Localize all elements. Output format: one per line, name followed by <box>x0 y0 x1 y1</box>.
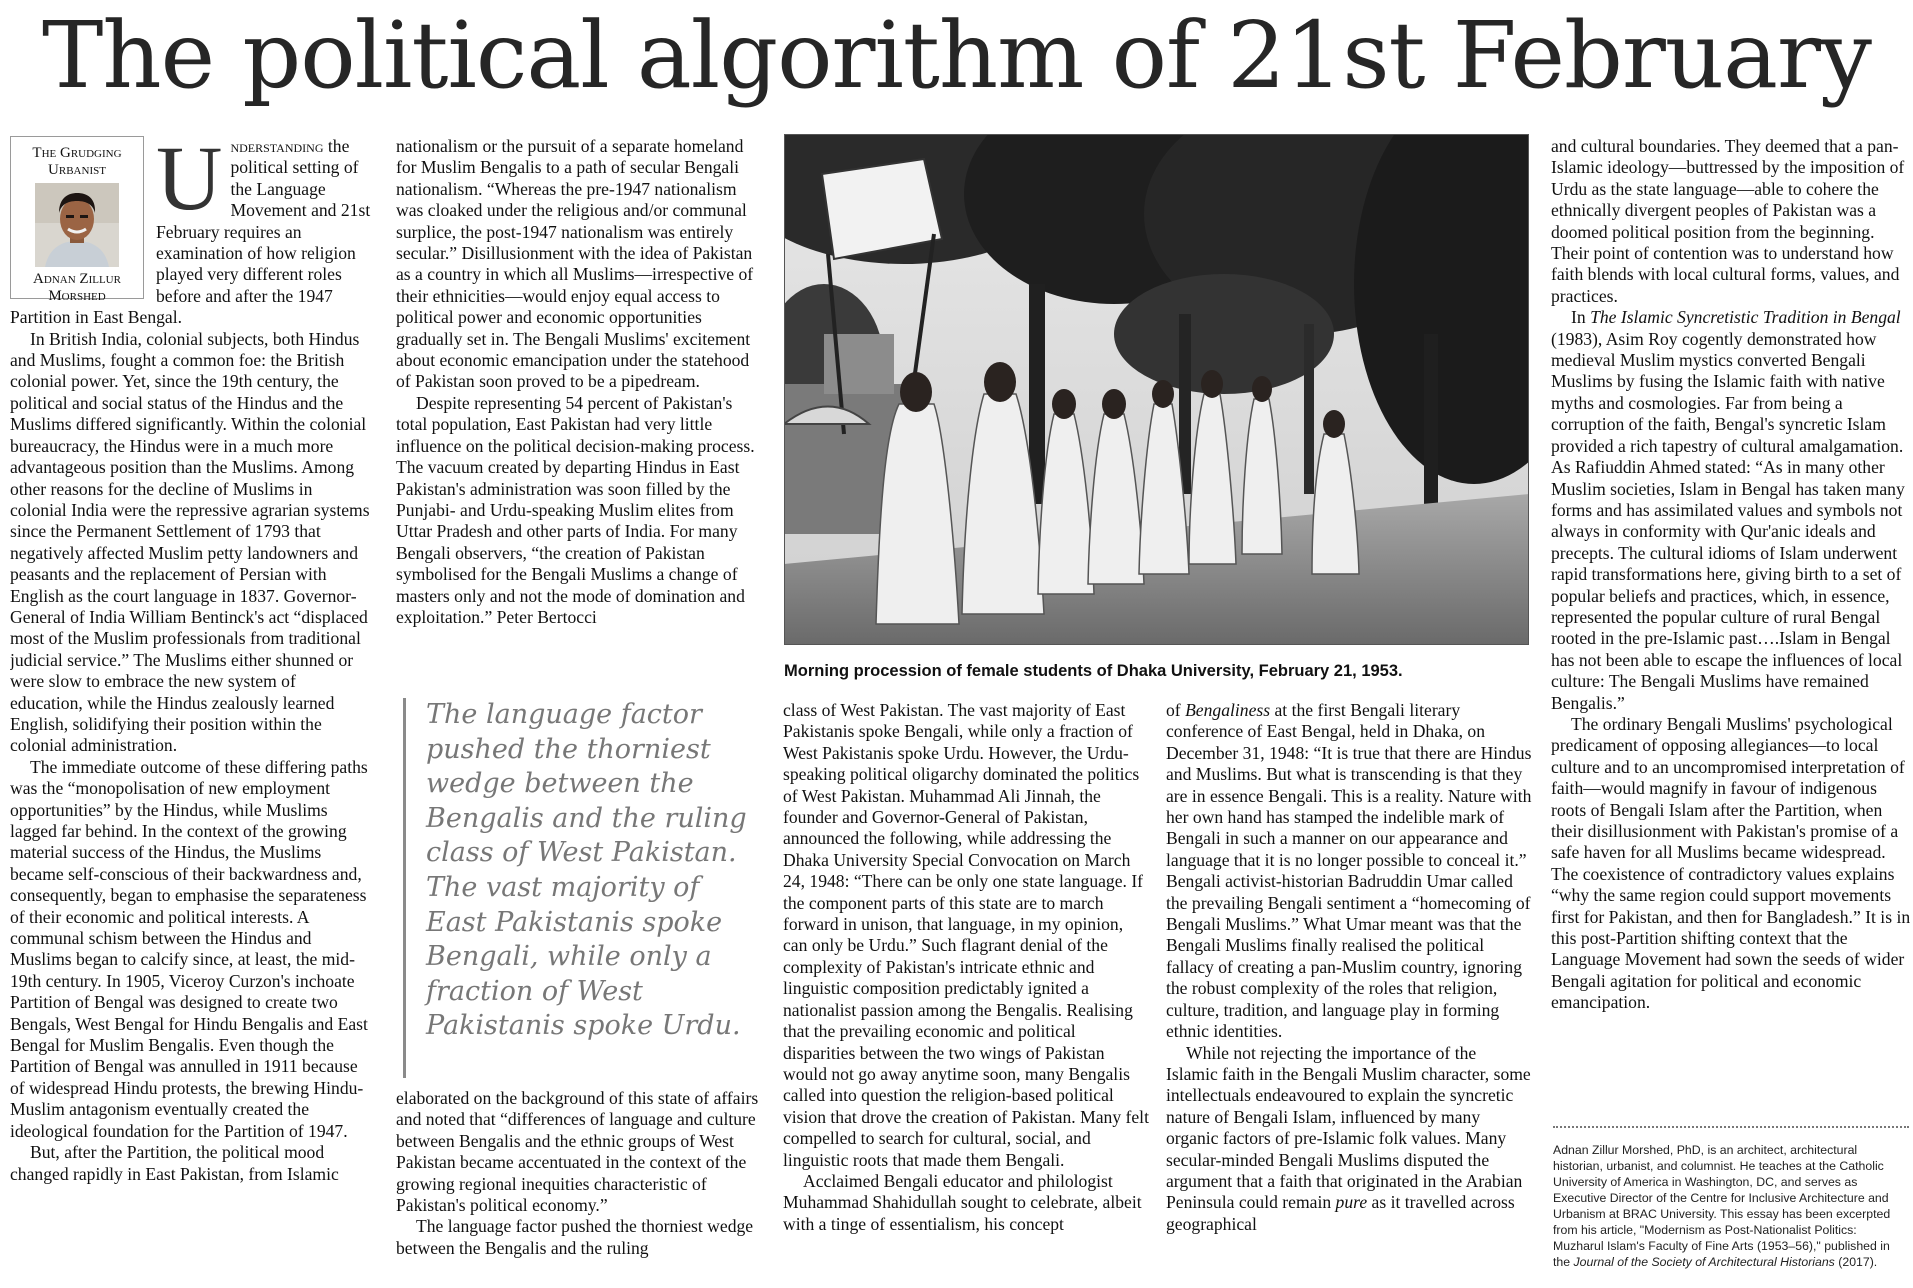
article-column-2 <box>396 136 760 681</box>
paragraph: elaborated on the background of this state of affairs and noted that “differences of language and culture between Bengalis and the ethnic groups of West Pakistan became accentuated in the context of the growing regional inequities characteristic of Pakistan's political economy.” <box>396 1088 759 1216</box>
pull-quote: The language factor pushed the thorniest wedge between the Bengalis and the ruling class of West Pakistan. The vast majority of East Pakistanis spoke Bengali, while only a fraction of West Pakistanis spoke Urdu. <box>403 698 753 1078</box>
paragraph: and cultural boundaries. They deemed that a pan-Islamic ideology—buttressed by the imposition of Urdu as the state language—able to cohere the ethnically divergent peoples of Pakistan was a doomed political position from the beginning. Their point of contention was to understand how faith blends with local cultural forms, values, and practices. <box>1551 136 1905 306</box>
article-column-5 <box>1551 136 1913 1116</box>
paragraph: The language factor pushed the thorniest wedge between the Bengalis and the ruling <box>396 1216 754 1258</box>
photo-illustration <box>784 134 1529 645</box>
drop-cap: U <box>156 136 223 229</box>
paragraph: In British India, colonial subjects, both Hindus and Muslims, fought a common foe: the British colonial power. Yet, since the 19th century, the political and social status of the Hindus and the Muslims differed significantly. Within the colonial bureaucracy, the Hindus were in a much more advantageous position than the Muslims. Among other reasons for the decline of Muslims in colonial India were the repressive agrarian systems since the Permanent Settlement of 1793 that negatively affected Muslim petty landowners and peasants and the replacement of Persian with English as the court language in 1837. Governor-General of India William Bentinck's act “displaced most of the Muslim professionals from traditional judicial service.” The Muslims either shunned or were slow to embrace the new system of education, while the Hindus zealously learned English, solidifying their position within the colonial administration. <box>10 328 370 756</box>
paragraph: While not rejecting the importance of the Islamic faith in the Bengali Muslim character, some intellectuals endeavoured to explain the syncretic nature of Bengali Islam, influenced by many organic factors of pre-Islamic folk values. Many secular-minded Bengali Muslims disputed the argument that a faith that originated in the Arabian Peninsula could remain pure as it travelled across geographical <box>1166 1042 1531 1234</box>
article-column-2-continued <box>396 1088 760 1278</box>
paragraph: class of West Pakistan. The vast majority of East Pakistanis spoke Bengali, while only a fraction of West Pakistanis spoke Urdu. However, the Urdu-speaking political oligarchy dominated the politics of West Pakistan. Muhammad Ali Jinnah, the founder and Governor-General of Pakistan, announced the following, while addressing the Dhaka University Special Convocation on March 24, 1948: “There can be only one state language. If the component parts of this state are to march forward in unison, that language, in my opinion, can only be Urdu.” Such flagrant denial of the complexity of Pakistan's intricate ethnic and linguistic composition predictably ignited a nationalist passion among the Bengalis. Realising that the prevailing economic and political disparities between the two wings of Pakistan would not go away anytime soon, many Bengalis called into question the religion-based political vision that drove the creation of Pakistan. Many felt compelled to search for cultural, social, and linguistic roots that made them Bengali. <box>783 700 1149 1170</box>
paragraph: But, after the Partition, the political mood changed rapidly in East Pakistan, from Islamic <box>10 1142 339 1184</box>
article-column-4 <box>1166 700 1532 1280</box>
bio-divider <box>1553 1126 1909 1128</box>
article-column-1 <box>10 136 372 1276</box>
column-name: The Grudging Urbanist <box>32 145 122 178</box>
paragraph: Acclaimed Bengali educator and philologist Muhammad Shahidullah sought to celebrate, albeit with a tinge of essentialism, his concept <box>783 1170 1142 1234</box>
paragraph: nationalism or the pursuit of a separate homeland for Muslim Bengalis to a path of secular Bengali nationalism. “Whereas the pre-1947 nationalism was cloaked under the religious and/or communal surplice, the post-1947 nationalism was entirely secular.” Disillusionment with the idea of Pakistan as a country in which all Muslims—irrespective of their ethnicities—would enjoy equal access to political power and economic opportunities gradually set in. The Bengali Muslims' excitement about economic emancipation under the statehood of Pakistan soon proved to be a pipedream. <box>396 136 754 392</box>
author-portrait <box>35 183 119 267</box>
paragraph: of Bengaliness at the first Bengali literary conference of East Bengal, held in Dhaka, on December 31, 1948: “It is true that there are Hindus and Muslims. But what is transcending is that they are in essence Bengali. This is a reality. Nature with her own hand has stamped the indelible mark of Bengali in such a manner on our appearance and language that it is no longer possible to conceal it.” Bengali activist-historian Badruddin Umar called the prevailing Bengali sentiment a “homecoming of Bengali Muslims.” What Umar meant was that the Bengali Muslims finally realised the political fallacy of creating a pan-Muslim country, ignoring the robust complexity of the roles that religion, culture, tradition, and language play in forming ethnic identities. <box>1166 700 1532 1042</box>
author-bio: Adnan Zillur Morshed, PhD, is an architect, architectural historian, urbanist, and columnist. He teaches at the Catholic University of America in Washington, DC, and serves as Executive Director of the Centre for Inclusive Architecture and Urbanism at BRAC University. This essay has been excerpted from his article, "Modernism as Post-Nationalist Politics: Muzharul Islam's Faculty of Fine Arts (1953–56)," published in the Journal of the Society of Architectural Historians (2017). <box>1553 1143 1891 1269</box>
columnist-byline-box <box>10 136 144 304</box>
photo-caption: Morning procession of female students of Dhaka University, February 21, 1953. <box>784 662 1403 680</box>
procession-photo <box>784 134 1529 645</box>
headline: The political algorithm of 21st February <box>42 2 1871 109</box>
paragraph: The immediate outcome of these differing paths was the “monopolisation of new employment opportunities” by the Hindus, while Muslims lagged far behind. In the context of the growing material success of the Hindus, the Muslims became self-conscious of their backwardness and, consequently, began to emphasise the separateness of their economic and political interests. A communal schism between the Hindus and Muslims began to calcify since, at least, the mid-19th century. In 1905, Viceroy Curzon's inchoate Partition of Bengal was designed to create two Bengals, West Bengal for Hindu Bengalis and East Bengal for Muslim Bengalis. Even though the Partition of Bengal was annulled in 1911 because of widespread Hindu protests, the brewing Hindu-Muslim antagonism eventually created the ideological foundation for the Partition of 1947. <box>10 756 368 1141</box>
article-column-3 <box>783 700 1149 1280</box>
paragraph: In The Islamic Syncretistic Tradition in Bengal (1983), Asim Roy cogently demonstrated how medieval Muslim mystics converted Bengali Muslims by fusing the Islamic faith with native myths and cosmologies. Far from being a corruption of the faith, Bengal's syncretic Islam provided a rich tapestry of cultural amalgamation. As Rafiuddin Ahmed stated: “As in many other Muslim societies, Islam in Bengal has taken many forms and has assimilated values and symbols not always in conformity with Qur'anic ideals and precepts. The cultural idioms of Islam underwent rapid transformations here, giving birth to a set of popular beliefs and practices, which, in essence, represented the popular culture of rural Bengal rooted in the pre-Islamic past….Islam in Bengal has not been able to escape the influences of local culture: The Bengali Muslims have remained Bengalis.” <box>1551 307 1905 713</box>
author-name: Adnan Zillur Morshed <box>33 271 121 304</box>
lead-paragraph: nderstanding the political setting of the Language Movement and 21st February requires an examination of how religion played very different roles before and after the 1947 Partition in East Bengal. <box>10 136 371 328</box>
paragraph: The ordinary Bengali Muslims' psychological predicament of opposing allegiances—to local culture and to an uncompromised interpretation of faith—would magnify in favour of indigenous roots of Bengali Islam after the Partition, when their disillusionment with Pakistan's promise of a safe haven for all Muslims became widespread. The coexistence of contradictory values explains “why the same region could support movements first for Pakistan, and then for Bangladesh.” It is in this post-Partition shifting context that the Language Movement had sown the seeds of wider Bengali agitation for political and economic emancipation. <box>1551 713 1911 1013</box>
paragraph: Despite representing 54 percent of Pakistan's total population, East Pakistan had very little influence on the political decision-making process. The vacuum created by departing Hindus in East Pakistan's administration was soon filled by the Punjabi- and Urdu-speaking Muslim elites from Uttar Pradesh and other parts of India. For many Bengali observers, “the creation of Pakistan symbolised for the Bengali Muslims a change of masters only and not the mode of domination and exploitation.” Peter Bertocci <box>396 392 755 627</box>
